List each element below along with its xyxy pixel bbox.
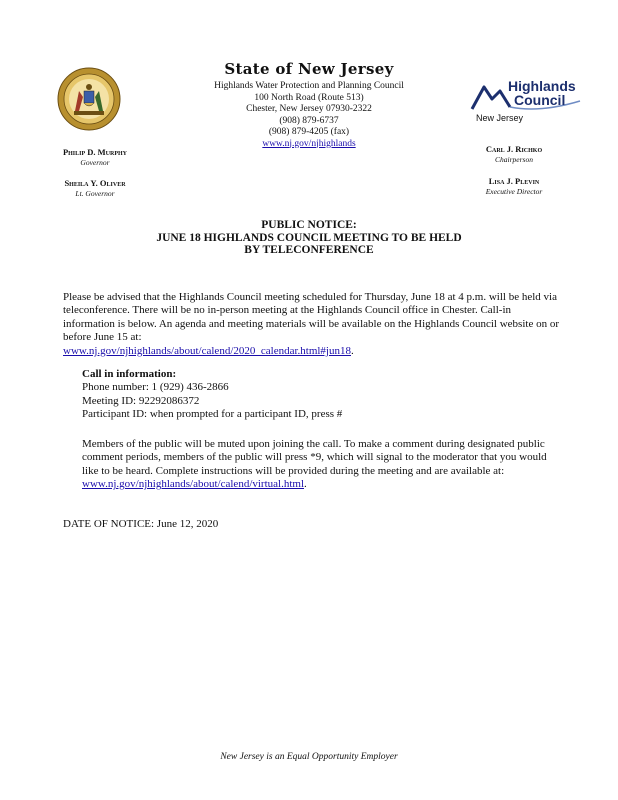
agency-name: Highlands Water Protection and Planning Council [214, 81, 404, 91]
logo-word-council: Council [514, 92, 566, 108]
letterhead [150, 60, 468, 150]
intro-paragraph [63, 291, 563, 358]
call-in-info [82, 368, 552, 422]
chair-title: Chairperson [495, 155, 533, 164]
lt-governor-block [40, 178, 150, 198]
notice-line-2: JUNE 18 HIGHLANDS COUNCIL MEETING TO BE HELD [156, 231, 462, 244]
notice-line-3: BY TELECONFERENCE [244, 244, 374, 256]
lt-governor-title: Lt. Governor [75, 189, 115, 198]
logo-state-label: New Jersey [476, 113, 524, 123]
phone-number: (908) 879-6737 [279, 115, 339, 126]
call-in-participant-id: Participant ID: when prompted for a participant ID, press # [82, 408, 343, 421]
state-seal-icon [57, 67, 121, 131]
lt-governor-name: Sheila Y. Oliver [64, 178, 126, 188]
director-name: Lisa J. Plevin [488, 176, 540, 186]
call-in-meeting-id: Meeting ID: 92292086372 [82, 394, 200, 407]
website-link[interactable]: www.nj.gov/njhighlands [262, 138, 356, 149]
state-title: State of New Jersey [224, 60, 394, 78]
intro-end: . [351, 344, 354, 357]
notice-heading [100, 219, 518, 257]
public-comment-end: . [304, 478, 307, 491]
notice-line-1: PUBLIC NOTICE: [261, 219, 357, 231]
director-title: Executive Director [485, 187, 543, 196]
governor-title: Governor [80, 158, 110, 167]
call-in-heading: Call in information: [82, 368, 177, 380]
governor-name: Philip D. Murphy [62, 147, 128, 157]
chair-name: Carl J. Richko [485, 144, 543, 154]
date-of-notice: DATE OF NOTICE: June 12, 2020 [63, 518, 219, 530]
address-line-1: 100 North Road (Route 513) [254, 92, 364, 103]
intro-text: Please be advised that the Highlands Council meeting scheduled for Thursday, June 18 at 4 p.m. will be held via teleconference. There will be no in-person meeting at the Highlands Council office in Chester. Call-in information is below. An agenda and meeting materials will be available on the Highlands Council website on or before June 15 at: [63, 291, 559, 344]
public-comment-text: Members of the public will be muted upon joining the call. To make a comment during designated public comment periods, members of the public will press *9, which will signal to the moderator that you would like to be heard. Complete instructions will be provided during the meeting and are available at: [82, 438, 547, 477]
public-comment-paragraph [82, 438, 554, 492]
call-in-phone: Phone number: 1 (929) 436-2866 [82, 381, 229, 394]
governor-block [40, 147, 150, 167]
footer-eoe: New Jersey is an Equal Opportunity Employer [220, 752, 398, 762]
virtual-instructions-link[interactable]: www.nj.gov/njhighlands/about/calend/virtual.html [82, 478, 305, 491]
chair-block [458, 144, 570, 164]
logo-word-highlands: Highlands [508, 78, 576, 94]
calendar-link[interactable]: www.nj.gov/njhighlands/about/calend/2020_calendar.html#jun18 [63, 344, 351, 357]
address-line-2: Chester, New Jersey 07930-2322 [246, 104, 372, 114]
fax-number: (908) 879-4205 (fax) [268, 127, 350, 137]
director-block [458, 176, 570, 196]
